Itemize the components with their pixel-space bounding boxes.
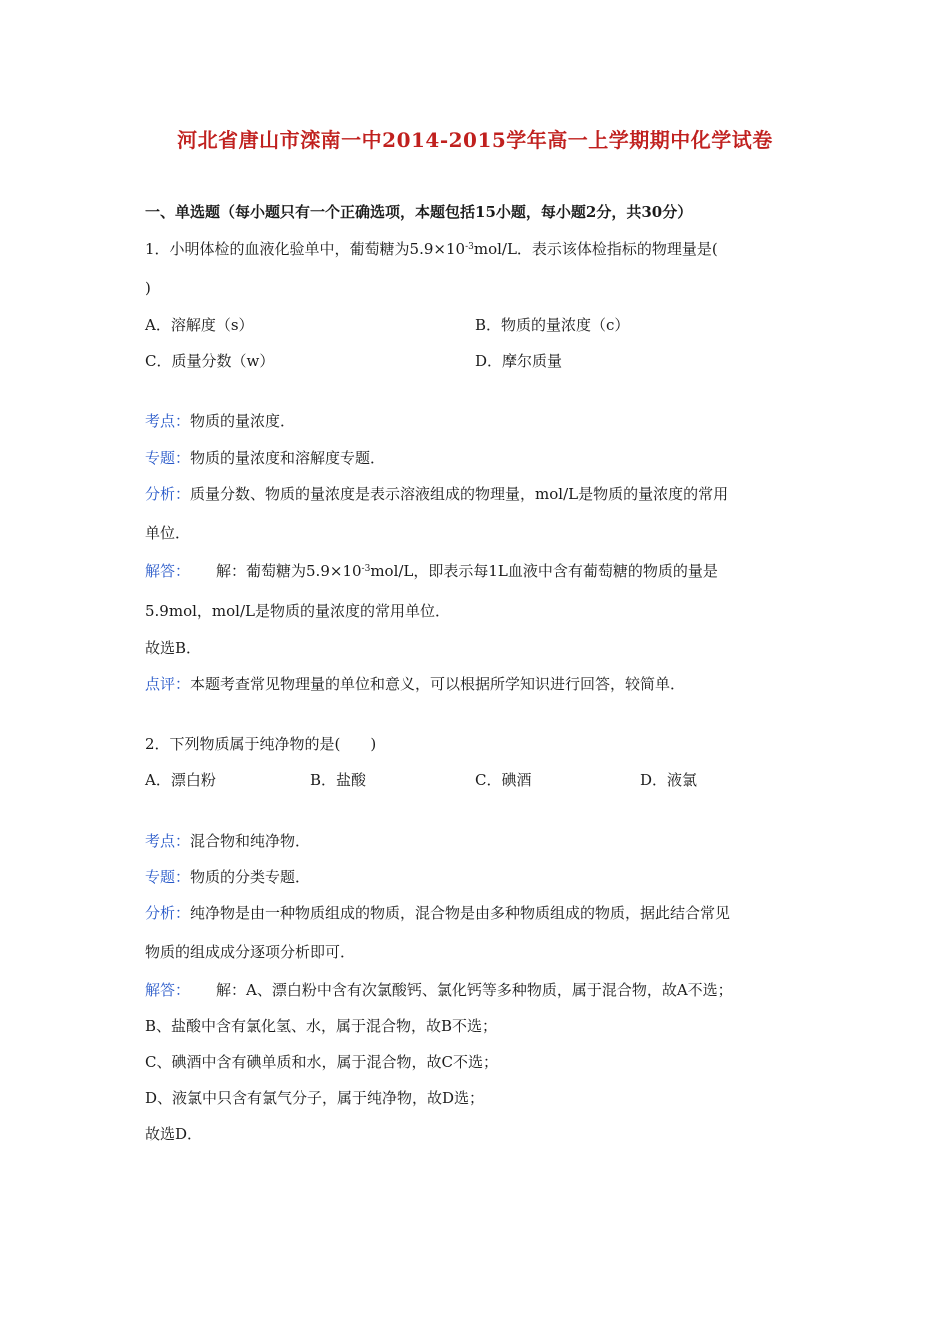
q1-jieda-label: 解答： <box>145 562 191 580</box>
q2-jieda-text: 解：A、漂白粉中含有次氯酸钙、氯化钙等多种物质，属于混合物，故A不选； <box>216 981 733 999</box>
q2-fenxi-label: 分析： <box>145 904 191 922</box>
q1-zhuanti-text: 物质的量浓度和溶解度专题． <box>190 449 386 467</box>
q2-kaodian-text: 混合物和纯净物． <box>190 832 311 850</box>
q1-zhuanti-label: 专题： <box>145 449 191 467</box>
q1-stem-text-a: 1．小明体检的血液化验单中，葡萄糖为5.9×10 <box>145 240 466 258</box>
q1-dianping <box>145 674 685 694</box>
q1-kaodian-label: 考点： <box>145 412 191 430</box>
q2-option-c: C．碘酒 <box>475 771 532 789</box>
q1-stem-text-b: mol/L．表示该体检指标的物理量是( <box>473 240 718 258</box>
q1-jieda-continued: 5.9mol，mol/L是物质的量浓度的常用单位． <box>145 602 450 620</box>
q1-dianping-label: 点评： <box>145 675 191 693</box>
q1-stem-continued: ) <box>145 279 151 297</box>
q1-zhuanti <box>145 448 385 468</box>
q1-kaodian <box>145 411 295 431</box>
q1-jieda <box>145 561 718 581</box>
q1-option-a: A．溶解度（s） <box>145 316 254 334</box>
q1-fenxi-text: 质量分数、物质的量浓度是表示溶液组成的物理量，mol/L是物质的量浓度的常用 <box>190 485 729 503</box>
q1-stem <box>145 239 718 259</box>
q2-option-b: B．盐酸 <box>310 771 367 789</box>
q2-option-d: D．液氯 <box>640 771 698 789</box>
q2-zhuanti-label: 专题： <box>145 868 191 886</box>
q2-jieda-c: C、碘酒中含有碘单质和水，属于混合物，故C不选； <box>145 1053 498 1071</box>
q2-zhuanti-text: 物质的分类专题． <box>190 868 311 886</box>
q1-fenxi-continued: 单位． <box>145 524 191 542</box>
q1-jieda-text-a: 解：葡萄糖为5.9×10 <box>216 562 362 580</box>
q1-fenxi-label: 分析： <box>145 485 191 503</box>
q1-option-b: B．物质的量浓度（c） <box>475 316 630 334</box>
q2-jieda-d: D、液氯中只含有氯气分子，属于纯净物，故D选； <box>145 1089 485 1107</box>
q2-fenxi <box>145 903 730 923</box>
q1-fenxi <box>145 484 728 504</box>
q1-option-c: C．质量分数（w） <box>145 352 275 370</box>
q2-fenxi-text: 纯净物是由一种物质组成的物质，混合物是由多种物质组成的物质，据此结合常见 <box>190 904 731 922</box>
section-heading: 一、单选题（每小题只有一个正确选项，本题包括15小题，每小题2分，共30分） <box>145 203 693 221</box>
q2-jieda-b: B、盐酸中含有氯化氢、水，属于混合物，故B不选； <box>145 1017 498 1035</box>
q2-kaodian <box>145 831 310 851</box>
q1-stem-exponent: -3 <box>465 242 474 252</box>
q2-jieda-label: 解答： <box>145 981 191 999</box>
q1-answer: 故选B． <box>145 639 202 657</box>
q1-jieda-text-b: mol/L，即表示每1L血液中含有葡萄糖的物质的量是 <box>370 562 718 580</box>
q2-fenxi-continued: 物质的组成成分逐项分析即可． <box>145 943 356 961</box>
q1-jieda-exponent: -3 <box>361 564 371 574</box>
q2-answer: 故选D． <box>145 1125 203 1143</box>
q1-dianping-text: 本题考查常见物理量的单位和意义，可以根据所学知识进行回答，较简单． <box>190 675 686 693</box>
q1-option-d: D．摩尔质量 <box>475 352 563 370</box>
q2-stem: 2．下列物质属于纯净物的是( ) <box>145 735 377 753</box>
document-title: 河北省唐山市滦南一中2014-2015学年高一上学期期中化学试卷 <box>177 128 773 152</box>
q2-option-a: A．漂白粉 <box>145 771 216 789</box>
q1-kaodian-text: 物质的量浓度． <box>190 412 296 430</box>
q2-jieda <box>145 980 733 1000</box>
q2-zhuanti <box>145 867 310 887</box>
q2-kaodian-label: 考点： <box>145 832 191 850</box>
